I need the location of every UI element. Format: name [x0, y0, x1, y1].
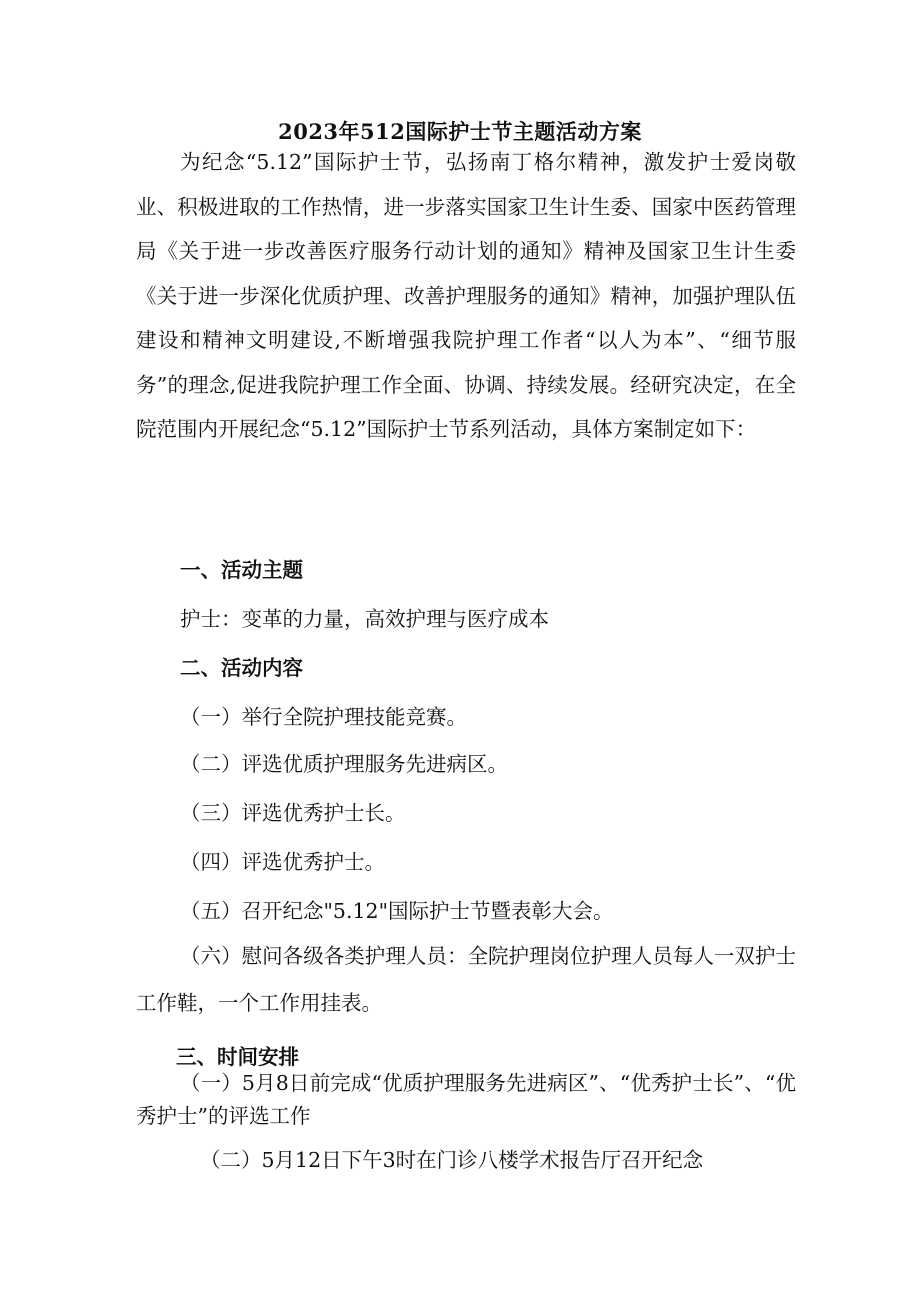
content-item: （三）评选优秀护士长。: [180, 801, 406, 825]
intro-paragraph: 为纪念“5.12”国际护士节，弘扬南丁格尔精神，激发护士爱岗敬业、积极进取的工作热情，进一步落实国家卫生计生委、国家中医药管理局《关于进一步改善医疗服务行动计划的通知》精神及国家卫生计生委《关于进一步深化优质护理、改善护理服务的通知》精神，加强护理队伍建设和精神文明建设,不断增强我院护理工作者“以人为本”、“细节服务”的理念,促进我院护理工作全面、协调、持续发展。经研究决定，在全院范围内开展纪念“5.12”国际护士节系列活动，具体方案制定如下：: [136, 150, 796, 441]
theme-text: 护士：变革的力量，高效护理与医疗成本: [180, 607, 549, 631]
document-title: 2023年512国际护士节主题活动方案: [278, 119, 642, 144]
content-item: （一）举行全院护理技能竞赛。: [180, 705, 467, 729]
content-item: （五）召开纪念"5.12"国际护士节暨表彰大会。: [180, 899, 614, 923]
section-heading-theme: 一、活动主题: [180, 558, 303, 582]
content-item: （二）评选优质护理服务先进病区。: [180, 752, 508, 776]
section-heading-content: 二、活动内容: [180, 656, 303, 680]
schedule-item: （一）5月8日前完成“优质护理服务先进病区”、“优秀护士长”、“优秀护士”的评选工作: [136, 1071, 796, 1128]
content-item: （四）评选优秀护士。: [180, 850, 385, 874]
schedule-item: （二）5月12日下午3时在门诊八楼学术报告厅召开纪念: [200, 1148, 704, 1172]
section-heading-schedule: 三、时间安排: [176, 1045, 299, 1069]
content-item: （六）慰问各级各类护理人员：全院护理岗位护理人员每人一双护士工作鞋，一个工作用挂表。: [136, 944, 796, 1015]
